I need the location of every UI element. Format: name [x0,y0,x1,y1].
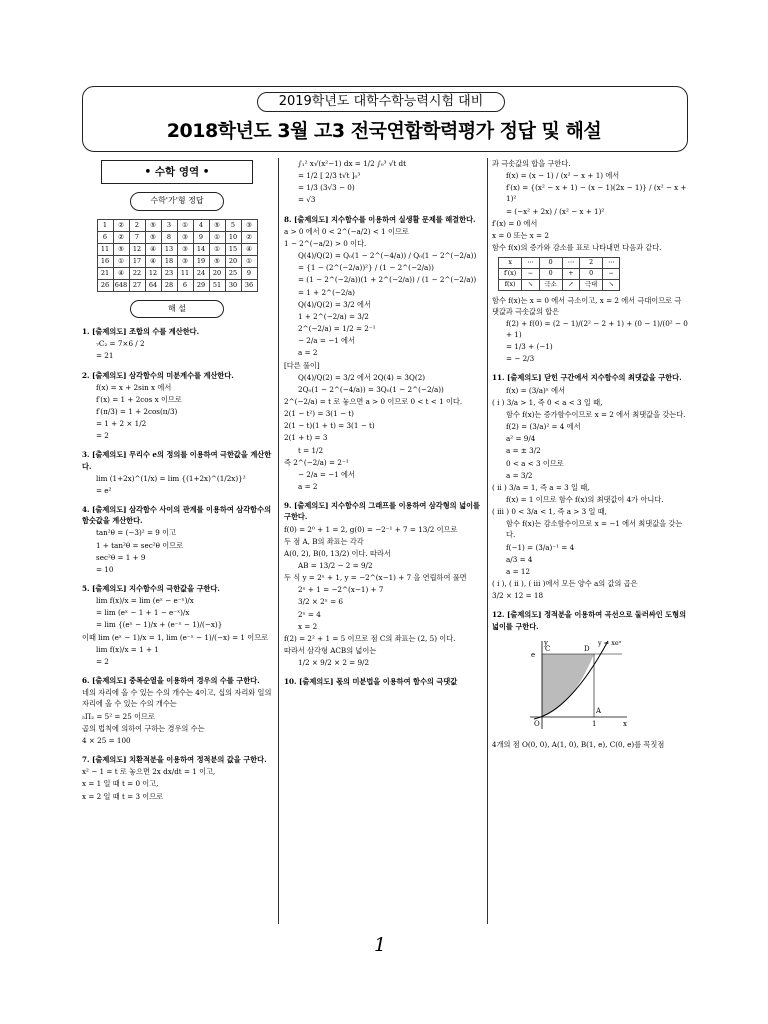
question-number: 20 [225,255,241,267]
text-line: = lim {(eˣ − 1)/x + (e⁻ˣ − 1)/(−x)} [96,620,223,630]
answer-value: ② [241,231,257,243]
explanation-text [82,326,272,802]
text-line: = 10 [96,564,114,574]
point-d-label: D [584,644,590,653]
page-title: 2018학년도 3월 고3 전국연합학력평가 정답 및 해설 [166,120,602,142]
text-line: sec²θ = 1 + 9 [96,552,146,562]
text-line: = 1 + 2^(−2/a) [298,287,355,297]
question-number: 29 [193,279,209,291]
question-number: 14 [193,243,209,255]
text-line: 2(1 + t) = 3 [284,433,328,443]
text-line: = (1 − 2^(−2/a))(1 + 2^(−2/a)) / (1 − 2^(−2/a)) [298,275,477,285]
question-number: 19 [193,255,209,267]
text-line: = 21 [96,351,114,361]
text-line: Q(4)/Q(2) = 3/2 에서 2Q(4) = 3Q(2) [298,372,426,382]
text-line: ( i ), ( ii ), ( iii )에서 모든 양수 a의 값의 곱은 [492,579,638,589]
question-number: 17 [129,255,145,267]
text-line: Q(4)/Q(2) = 3/2 에서 [298,299,371,309]
text-line: = 2 [96,431,109,441]
question-heading: 3. [출제의도] 무리수 e의 정의를 이용하여 극한값을 계산한다. [82,450,272,471]
text-line: 곱의 법칙에 의하여 구하는 경우의 수는 [82,723,205,733]
text-line: ₅Π₂ = 5² = 25 이므로 [82,711,155,721]
question-number: 10 [225,231,241,243]
question-number: 9 [193,231,209,243]
column-left [82,158,272,803]
area-graph [522,637,632,732]
text-line: [다른 풀이] [284,360,320,370]
sign-cell: ↘ [522,279,539,290]
text-line: 4개의 점 O(0, 0), A(1, 0), B(1, e), C(0, e)를 꼭짓점 [492,739,665,749]
text-line: lim f(x)/x = 1 + 1 [96,644,159,654]
text-line: ₇C₂ = 7×6 / 2 [96,339,145,349]
question-number: 7 [129,231,145,243]
text-line: 3/2 × 12 = 18 [492,591,544,601]
text-line: 함수 f(x)는 증가함수이므로 x = 2 에서 최댓값을 갖는다. [506,409,686,419]
question-heading: 10. [출제의도] 몫의 미분법을 이용하여 함수의 극댓값 [284,677,458,687]
sign-cell: ⋯ [562,258,579,269]
question-heading: 11. [출제의도] 닫힌 구간에서 지수함수의 최댓값을 구한다. [492,373,682,383]
text-line: 1 − 2^(−a/2) > 0 이다. [284,238,367,248]
sign-cell: ⋯ [603,258,620,269]
explanation-label: 해 설 [130,300,224,318]
question-number: 5 [225,219,241,231]
answer-value: 12 [145,267,161,279]
answer-value: ③ [177,255,193,267]
answer-row [97,279,257,291]
answer-value: ③ [241,219,257,231]
question-number: 4 [193,219,209,231]
text-line: f(2) = (3/a)² = 4 에서 [506,422,581,432]
text-line: 2^(−2/a) = t 로 놓으면 a > 0 이므로 0 < t < 1 이다. [284,396,463,406]
text-line: AB = 13/2 − 2 = 9/2 [298,561,373,570]
text-line: 2Q₀(1 − 2^(−4/a)) = 3Q₀(1 − 2^(−2/a)) [298,384,444,394]
point-c-label: C [545,644,551,653]
explanation-text [492,295,688,632]
sign-cell: 2 [580,258,603,269]
question-number: 23 [161,267,177,279]
question-heading: 8. [출제의도] 지수함수를 이용하여 실생활 문제를 해결한다. [284,214,476,224]
text-line: − 2/a = −1 에서 [298,336,355,346]
sign-cell: − [603,269,620,280]
sign-cell: ⋯ [522,258,539,269]
answer-value: ③ [177,243,193,255]
explanation-text [284,158,484,688]
sign-table [498,257,620,290]
text-line: 두 점 A, B의 좌표는 각각 [284,536,364,546]
question-heading: 4. [출제의도] 삼각함수 사이의 관계를 이용하여 삼각함수의 함숫값을 계산한다. [82,505,272,526]
text-line: − 2/a = −1 에서 [298,469,355,479]
answer-value: ④ [145,255,161,267]
text-line: x = 2 일 때 t = 3 이므로 [82,791,164,801]
answer-row [97,219,257,231]
question-heading: 5. [출제의도] 지수함수의 극한값을 구한다. [82,584,220,594]
question-number: 2 [129,219,145,231]
answer-value: ⑤ [145,219,161,231]
text-line: a = 12 [506,566,531,576]
answer-row [97,231,257,243]
text-line: f(x) = 1 이므로 함수 f(x)의 최댓값이 4가 아니다. [506,495,664,504]
column-right [492,158,688,751]
sign-cell: f(x) [499,279,522,290]
answer-value: 6 [177,279,193,291]
text-line: f(x) = x + 2sin x 에서 [96,382,172,392]
text-line: = √3 [298,195,316,205]
answer-value: ① [209,243,225,255]
x-tick-label: 1 [592,719,597,728]
sign-cell: − [522,269,539,280]
answer-value: ① [209,231,225,243]
text-line: ∫₁² x√(x²−1) dx = 1/2 ∫₀³ √t dt [298,159,406,168]
question-number: 21 [97,267,113,279]
text-line: tan²θ = (−3)² = 9 이고 [96,528,177,538]
text-line: a = 2 [298,482,318,492]
e-tick-label: e [531,650,536,659]
answer-value: 20 [209,267,225,279]
text-line: 네의 자리에 올 수 있는 수의 개수는 4이고, 십의 자리와 일의 자리에 올 수 있는 수의 개수는 [82,688,272,709]
x-axis-label: x [623,719,627,728]
text-line: x = 1 일 때 t = 0 이고, [82,779,159,789]
text-line: 함수 f(x)는 감소함수이므로 x = −1 에서 최댓값을 갖는다. [506,519,683,540]
text-line: f(0) = 2⁰ + 1 = 2, g(0) = −2⁻¹ + 7 = 13/2 이므로 [284,524,458,534]
text-line: f(2) + f(0) = (2 − 1)/(2² − 2 + 1) + (0 − 1)/(0² − 0 + 1) [506,318,688,339]
origin-label: O [534,719,540,728]
point-a-label: A [596,706,602,715]
text-line: A(0, 2), B(0, 13/2) 이다. 따라서 [284,548,391,558]
text-line: x = 0 또는 x = 2 [492,230,549,240]
sign-row [499,258,620,269]
text-line: 함수 f(x)는 x = 0 에서 극소이고, x = 2 에서 극대이므로 극댓값과 극솟값의 합은 [492,295,682,316]
text-line: = {1 − (2^(−2/a))²} / (1 − 2^(−2/a)) [298,263,434,273]
sign-cell: + [562,269,579,280]
text-line: a = ± 3/2 [506,446,541,456]
section-heading: • 수학 영역 • [101,160,253,184]
answer-table [97,219,258,292]
text-line: lim (1+2x)^(1/x) = lim {(1+2x)^(1/2x)}² [96,473,246,483]
answer-value: ⑤ [113,243,129,255]
text-line: = 1/3 (3√3 − 0) [298,183,355,193]
answer-value: ② [113,231,129,243]
question-number: 12 [129,243,145,255]
question-number: 11 [97,243,113,255]
question-number: 28 [161,279,177,291]
answer-row [97,255,257,267]
text-line: 과 극솟값의 합을 구한다. [492,159,571,168]
text-line: 이때 lim (eˣ − 1)/x = 1, lim (e⁻ˣ − 1)/(−x) = 1 이므로 [82,632,269,642]
answer-value: 648 [113,279,129,291]
text-line: lim f(x)/x = lim (eˣ − e⁻ˣ)/x [96,596,194,606]
text-line: 2ˣ + 1 = −2^(x−1) + 7 [298,585,384,595]
question-heading: 9. [출제의도] 지수함수의 그래프를 이용하여 삼각형의 넓이를 구한다. [284,501,480,522]
text-line: ( i ) 3/a > 1, 즉 0 < a < 3 일 때, [492,397,603,407]
text-line: f(x) = (x − 1) / (x² − x + 1) 에서 [506,171,620,181]
text-line: 따라서 삼각형 ACB의 넓이는 [284,646,377,656]
curve-label: y = xeˣ [598,638,622,647]
question-number: 30 [225,279,241,291]
question-heading: 12. [출제의도] 정적분을 이용하여 곡선으로 둘러싸인 도형의 넓이를 구한다. [492,610,687,631]
answer-value: ⑤ [209,219,225,231]
text-line: = − 2/3 [506,354,535,364]
sign-cell: 0 [539,269,562,280]
question-number: 13 [161,243,177,255]
question-number: 26 [97,279,113,291]
question-number: 16 [97,255,113,267]
text-line: 1 + tan²θ = sec²θ 이므로 [96,540,184,550]
answer-row [97,243,257,255]
question-number: 27 [129,279,145,291]
text-line: = 1/3 + (−1) [506,342,553,352]
text-line: f(2) = 2² + 1 = 5 이므로 점 C의 좌표는 (2, 5) 이다. [284,633,456,643]
text-line: 2^(−2/a) = 1/2 = 2⁻¹ [298,324,376,334]
sign-cell: f′(x) [499,269,522,280]
text-line: = e² [96,485,112,495]
answer-value: 11 [177,267,193,279]
text-line: x = 2 [298,621,318,631]
answer-value: 51 [209,279,225,291]
text-line: 2ˣ = 4 [298,609,321,619]
text-line: f′(π/3) = 1 + 2cos(π/3) [96,406,178,416]
column-divider [278,158,279,924]
sign-cell: ↘ [603,279,620,290]
question-number: 24 [193,267,209,279]
text-line: f(−1) = (3/a)⁻¹ = 4 [506,542,575,552]
question-heading: 7. [출제의도] 치환적분을 이용하여 정적분의 값을 구한다. [82,755,267,765]
text-line: 0 < a < 3 이므로 [506,458,564,468]
sign-cell: 극대 [580,279,603,290]
answer-value: ④ [241,243,257,255]
column-middle [284,158,484,689]
text-line: 함수 f(x)의 증가와 감소를 표로 나타내면 다음과 같다. [492,243,662,253]
answer-value: ⑤ [145,231,161,243]
sign-cell: 0 [539,258,562,269]
text-line: 2(1 − t²) = 3(1 − t) [284,409,354,419]
text-line: 3/2 × 2ˣ = 6 [298,597,343,607]
sign-cell: 0 [580,269,603,280]
text-line: x² − 1 = t 로 놓으면 2x dx/dt = 1 이고, [82,767,216,777]
answer-value: ② [113,219,129,231]
text-line: f′(x) = 0 에서 [492,218,538,228]
question-number: 25 [225,267,241,279]
text-line: = lim (eˣ − 1 + 1 − e⁻ˣ)/x [96,608,190,618]
text-line: 두 식 y = 2ˣ + 1, y = −2^(x−1) + 7 을 연립하여 풀면 [284,573,467,583]
question-number: 8 [161,231,177,243]
answer-value: ③ [177,231,193,243]
answer-key-label: 수학'가'형 정답 [130,192,224,210]
question-heading: 2. [출제의도] 삼각함수의 미분계수를 계산한다. [82,370,234,380]
question-heading: 6. [출제의도] 중복순열을 이용하여 경우의 수를 구한다. [82,676,260,686]
question-number: 3 [161,219,177,231]
question-number: 15 [225,243,241,255]
sign-row [499,279,620,290]
y-axis-label: y [544,638,548,647]
text-line: 1 + 2^(−2/a) = 3/2 [298,311,369,321]
explanation-text [492,158,688,253]
text-line: a² = 9/4 [506,434,536,444]
answer-value: 64 [145,279,161,291]
text-line: f′(x) = {(x² − x + 1) − (x − 1)(2x − 1)} / (x² − x + 1)² [506,183,687,204]
text-line: ( ii ) 3/a = 1, 즉 a = 3 일 때, [492,482,590,492]
column-divider [487,158,488,924]
answer-value: ④ [113,267,129,279]
page-number: 1 [374,934,387,956]
text-line: a = 3/2 [506,470,533,480]
text-line: 1/2 × 9/2 × 2 = 9/2 [298,658,370,668]
answer-value: 36 [241,279,257,291]
text-line: f(x) = (3/a)ˣ 에서 [506,385,566,395]
answer-value: ⑤ [209,255,225,267]
question-number: 6 [97,231,113,243]
answer-value: ① [177,219,193,231]
text-line: 2(1 − t)(1 + t) = 3(1 − t) [284,421,375,431]
question-number: 1 [97,219,113,231]
answer-value: ① [113,255,129,267]
answer-row [97,267,257,279]
sign-cell: 극소 [539,279,562,290]
question-number: 22 [129,267,145,279]
answer-value: ④ [145,243,161,255]
sign-row [499,269,620,280]
text-line: f′(x) = 1 + 2cos x 이므로 [96,394,182,404]
exam-subtitle: 2019학년도 대학수학능력시험 대비 [257,92,505,112]
text-line: = (−x² + 2x) / (x² − x + 1)² [506,206,605,216]
text-line: a/3 = 4 [506,554,533,564]
text-line: = 2 [96,656,109,666]
text-line: Q(4)/Q(2) = Q₀(1 − 2^(−4/a)) / Q₀(1 − 2^(−2/a)) [298,251,477,261]
text-line: a > 0 에서 0 < 2^(−a/2) < 1 이므로 [284,226,409,236]
question-number: 18 [161,255,177,267]
text-line: 즉 2^(−2/a) = 2⁻¹ [284,457,349,467]
text-line: = 1 + 2 × 1/2 [96,419,147,429]
text-line: a = 2 [298,348,318,358]
text-line: 4 × 25 = 100 [82,735,131,745]
answer-value: 9 [241,267,257,279]
answer-value: ① [241,255,257,267]
text-line: ( iii ) 0 < 3/a < 1, 즉 a > 3 일 때, [492,507,607,517]
sign-cell: x [499,258,522,269]
sign-cell: ↗ [562,279,579,290]
text-line: = 1/2 [ 2/3 t√t ]₀³ [298,171,361,181]
text-line: t = 1/2 [298,445,324,455]
question-heading: 1. [출제의도] 조합의 수를 계산한다. [82,327,200,337]
